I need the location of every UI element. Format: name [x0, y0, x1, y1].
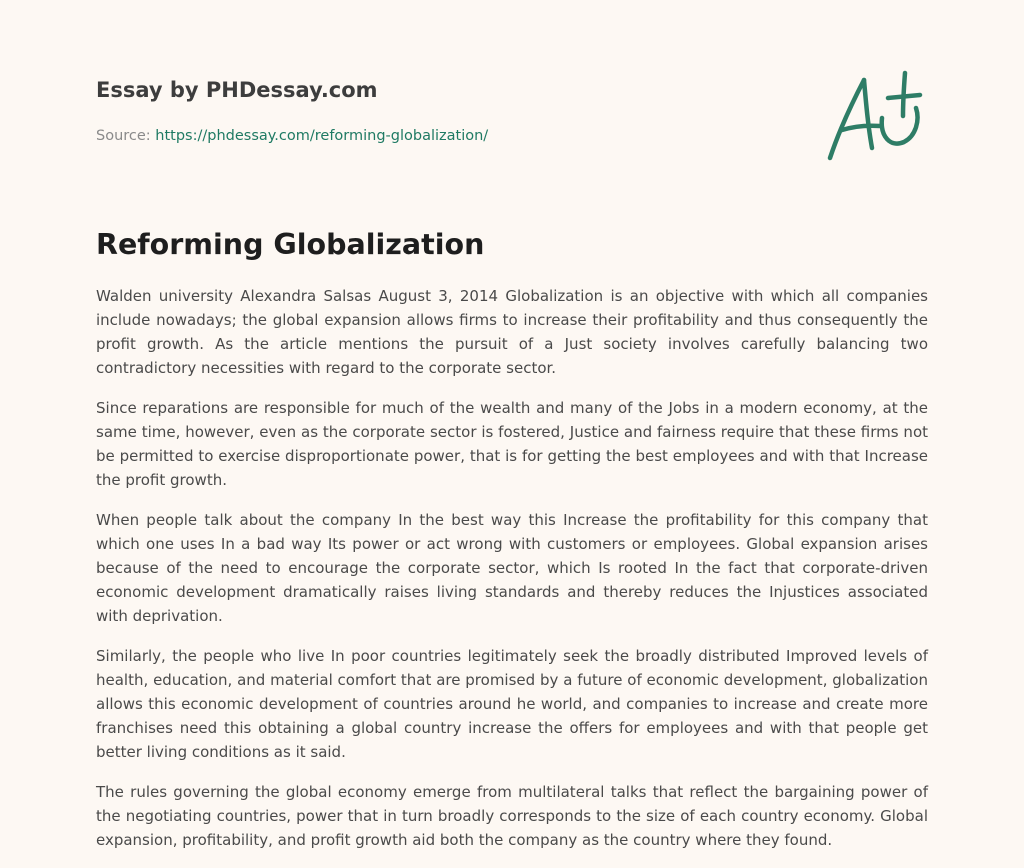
source-link[interactable]: https://phdessay.com/reforming-globalization/ — [155, 128, 489, 144]
essay-paragraph: Similarly, the people who live In poor countries legitimately seek the broadly distributed Improved levels of health, education, and material comfort that are promised by a future of economic development, globalization allows this economic development of countries around he world, and companies to increase and create more franchises need this obtaining a global country increase the offers for employees and with that people get better living conditions as it said. — [96, 647, 928, 761]
essay-paragraph: When people talk about the company In the best way this Increase the profitability for this company that which one uses In a bad way Its power or act wrong with customers or employees. Global expansion arises because of the need to encourage the corporate sector, which Is rooted In the fact that corporate-driven economic development dramatically raises living standards and thereby reduces the Injustices associated with deprivation. — [96, 511, 928, 625]
a-plus-logo-icon — [820, 68, 930, 168]
essay-paragraph: Walden university Alexandra Salsas August 3, 2014 Globalization is an objective with which all companies include nowadays; the global expansion allows firms to increase their profitability and thus consequently the profit growth. As the article mentions the pursuit of a Just society involves carefully balancing two contradictory necessities with regard to the corporate sector. — [96, 287, 928, 377]
essay-title: Reforming Globalization — [96, 228, 485, 261]
source-line — [96, 126, 796, 146]
essay-paragraph: Since reparations are responsible for much of the wealth and many of the Jobs in a modern economy, at the same time, however, even as the corporate sector is fostered, Justice and fairness require that these firms not be permitted to exercise disproportionate power, that is for getting the best employees and with that Increase the profit growth. — [96, 399, 928, 489]
essay-body — [96, 284, 928, 868]
source-label: Source: — [96, 128, 156, 144]
site-brand: Essay by PHDessay.com — [96, 78, 378, 102]
page-header — [96, 76, 796, 146]
essay-paragraph: The rules governing the global economy emerge from multilateral talks that reflect the bargaining power of the negotiating countries, power that in turn broadly corresponds to the size of each country economy. Global expansion, profitability, and profit growth aid both the company as the country where they found. — [96, 783, 928, 849]
